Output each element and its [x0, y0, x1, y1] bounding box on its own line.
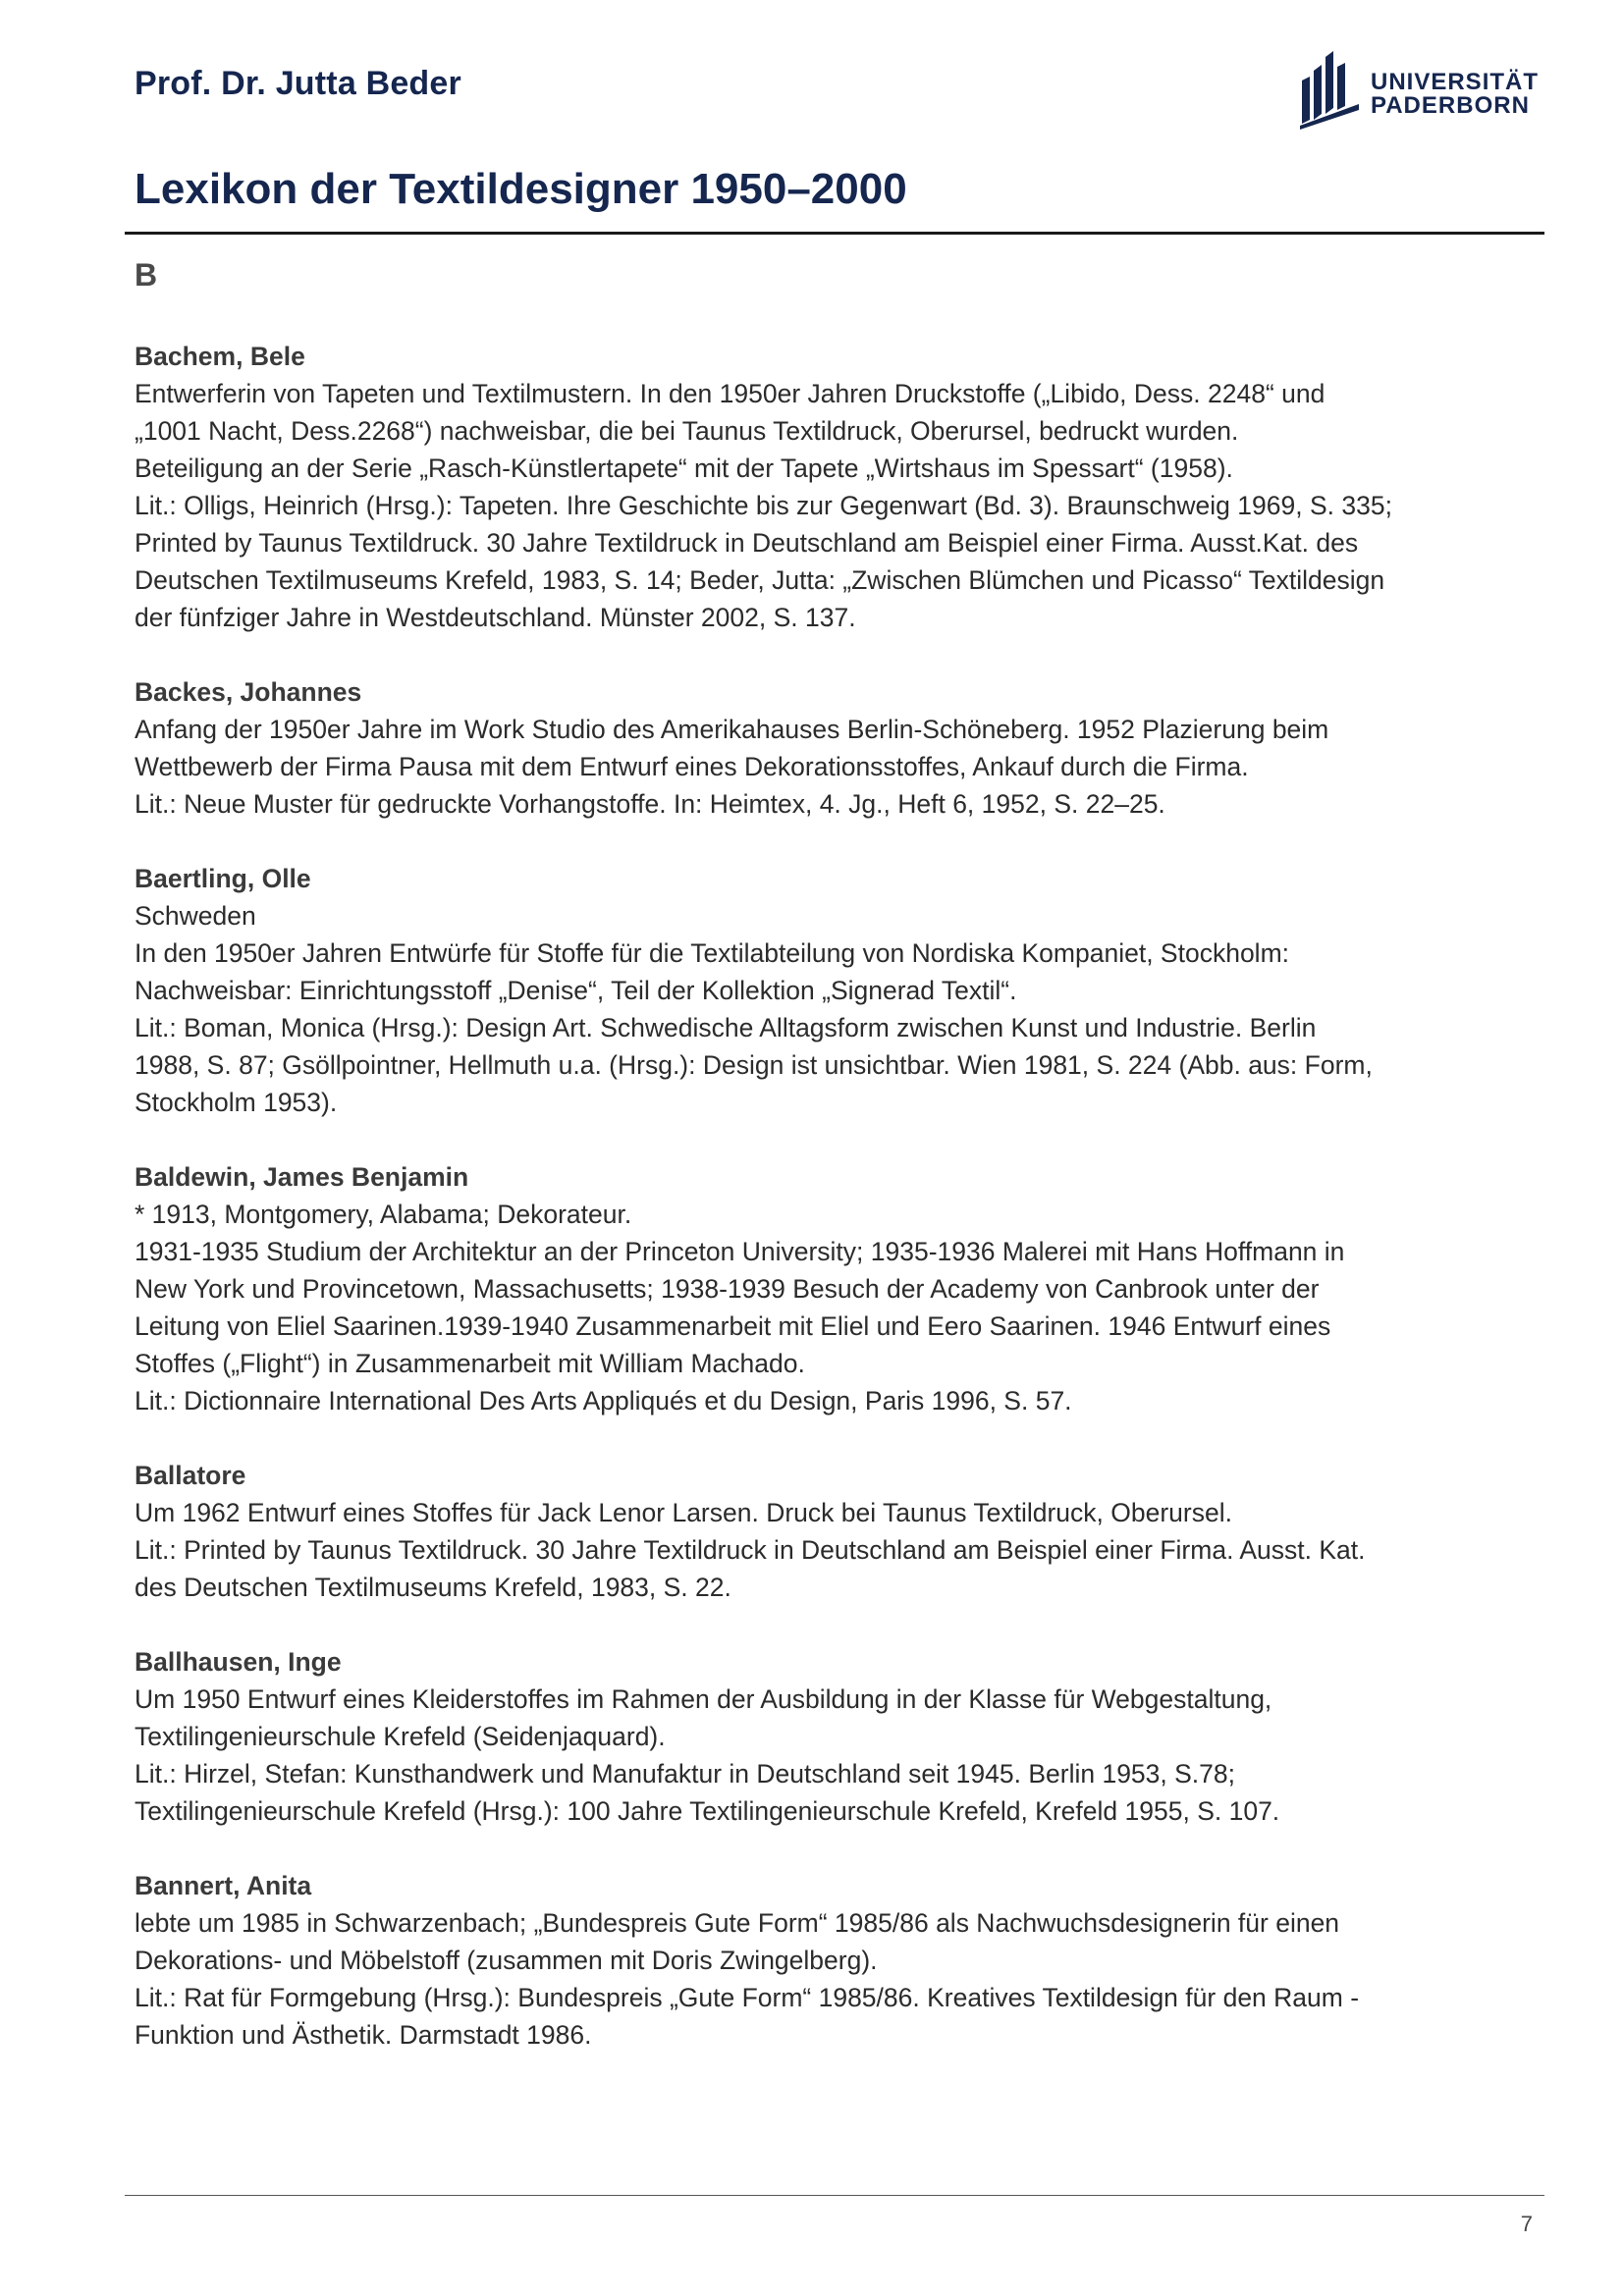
entry-bachem: [135, 338, 1509, 636]
entry-text-line: Stoffes („Flight“) in Zusammenarbeit mit William Machado.: [135, 1349, 805, 1378]
entry-text-line: Lit.: Hirzel, Stefan: Kunsthandwerk und Manufaktur in Deutschland seit 1945. Berlin 1953, S.78;: [135, 1759, 1236, 1789]
entry-text-line: Lit.: Rat für Formgebung (Hrsg.): Bundespreis „Gute Form“ 1985/86. Kreatives Textildesign für den Raum -: [135, 1983, 1360, 2012]
university-paderborn-logo-icon: [1298, 51, 1361, 130]
entry-text-line: lebte um 1985 in Schwarzenbach; „Bundespreis Gute Form“ 1985/86 als Nachwuchsdesignerin für einen: [135, 1908, 1340, 1938]
entry-text-line: Lit.: Boman, Monica (Hrsg.): Design Art. Schwedische Alltagsform zwischen Kunst und Industrie. Berlin: [135, 1013, 1317, 1042]
entry-text-line: 1988, S. 87; Gsöllpointner, Hellmuth u.a. (Hrsg.): Design ist unsichtbar. Wien 1981, S. 224 (Abb. aus: Form,: [135, 1050, 1373, 1080]
entry-text-line: Printed by Taunus Textildruck. 30 Jahre Textildruck in Deutschland am Beispiel einer Firma. Ausst.Kat. des: [135, 528, 1359, 558]
entry-text-line: Beteiligung an der Serie „Rasch-Künstlertapete“ mit der Tapete „Wirtshaus im Spessart“ (1958).: [135, 454, 1233, 483]
entry-text-line: Deutschen Textilmuseums Krefeld, 1983, S. 14; Beder, Jutta: „Zwischen Blümchen und Picasso“ Textildesign: [135, 565, 1385, 595]
entry-text-line: Lit.: Dictionnaire International Des Arts Appliqués et du Design, Paris 1996, S. 57.: [135, 1386, 1072, 1415]
entry-name: Backes, Johannes: [135, 677, 362, 707]
entry-text-line: Lit.: Neue Muster für gedruckte Vorhangstoffe. In: Heimtex, 4. Jg., Heft 6, 1952, S. 22–25.: [135, 789, 1165, 819]
entry-baertling: [135, 860, 1509, 1121]
entry-text-line: 1931-1935 Studium der Architektur an der Princeton University; 1935-1936 Malerei mit Hans Hoffmann in: [135, 1237, 1345, 1266]
entry-ballatore: [135, 1457, 1509, 1606]
entry-text-line: New York und Provincetown, Massachusetts; 1938-1939 Besuch der Academy von Canbrook unter der: [135, 1274, 1320, 1304]
entry-name: Bannert, Anita: [135, 1871, 312, 1900]
entry-text-line: des Deutschen Textilmuseums Krefeld, 1983, S. 22.: [135, 1573, 731, 1602]
entry-text-line: Nachweisbar: Einrichtungsstoff „Denise“, Teil der Kollektion „Signerad Textil“.: [135, 976, 1017, 1005]
entry-text-line: Um 1962 Entwurf eines Stoffes für Jack Lenor Larsen. Druck bei Taunus Textildruck, Oberursel.: [135, 1498, 1232, 1527]
entry-text-line: Entwerferin von Tapeten und Textilmustern. In den 1950er Jahren Druckstoffe („Libido, Dess. 2248“ und: [135, 379, 1325, 408]
entry-text-line: Leitung von Eliel Saarinen.1939-1940 Zusammenarbeit mit Eliel und Eero Saarinen. 1946 Entwurf eines: [135, 1311, 1331, 1341]
document-title: Lexikon der Textildesigner 1950–2000: [135, 165, 907, 213]
entry-ballhausen: [135, 1643, 1509, 1830]
logo-line-2: PADERBORN: [1371, 92, 1530, 119]
entry-backes: [135, 673, 1509, 823]
logo-text: [1371, 71, 1539, 118]
section-letter: B: [135, 257, 158, 293]
entry-name: Ballhausen, Inge: [135, 1647, 342, 1677]
entry-text-line: Um 1950 Entwurf eines Kleiderstoffes im Rahmen der Ausbildung in der Klasse für Webgestaltung,: [135, 1684, 1272, 1714]
entry-text-line: Funktion und Ästhetik. Darmstadt 1986.: [135, 2020, 592, 2050]
entry-text-line: Lit.: Printed by Taunus Textildruck. 30 Jahre Textildruck in Deutschland am Beispiel einer Firma. Ausst. Kat.: [135, 1535, 1366, 1565]
entry-text-line: Schweden: [135, 901, 256, 931]
entry-name: Baldewin, James Benjamin: [135, 1162, 469, 1192]
entry-text-line: Textilingenieurschule Krefeld (Seidenjaquard).: [135, 1722, 666, 1751]
entry-name: Baertling, Olle: [135, 864, 311, 893]
entry-name: Bachem, Bele: [135, 342, 305, 371]
entry-text-line: Anfang der 1950er Jahre im Work Studio des Amerikahauses Berlin-Schöneberg. 1952 Plazierung beim: [135, 715, 1329, 744]
entry-text-line: der fünfziger Jahre in Westdeutschland. Münster 2002, S. 137.: [135, 603, 856, 632]
logo-line-1: UNIVERSITÄT: [1371, 69, 1540, 95]
author-name: Prof. Dr. Jutta Beder: [135, 65, 461, 102]
page-number: 7: [1520, 2212, 1533, 2236]
entry-name: Ballatore: [135, 1461, 246, 1490]
entry-text-line: * 1913, Montgomery, Alabama; Dekorateur.: [135, 1200, 632, 1229]
entry-baldewin: [135, 1158, 1509, 1419]
entry-text-line: In den 1950er Jahren Entwürfe für Stoffe für die Textilabteilung von Nordiska Kompaniet, Stockholm:: [135, 938, 1290, 968]
entry-text-line: „1001 Nacht, Dess.2268“) nachweisbar, die bei Taunus Textildruck, Oberursel, bedruckt wurden.: [135, 416, 1239, 446]
footer-divider: [125, 2195, 1544, 2196]
entry-text-line: Wettbewerb der Firma Pausa mit dem Entwurf eines Dekorationsstoffes, Ankauf durch die Firma.: [135, 752, 1249, 781]
entry-list: [135, 338, 1509, 2091]
entry-text-line: Dekorations- und Möbelstoff (zusammen mit Doris Zwingelberg).: [135, 1946, 878, 1975]
entry-bannert: [135, 1867, 1509, 2054]
entry-text-line: Textilingenieurschule Krefeld (Hrsg.): 100 Jahre Textilingenieurschule Krefeld, Krefeld 1955, S. 107.: [135, 1796, 1280, 1826]
title-divider: [125, 232, 1544, 235]
entry-text-line: Lit.: Olligs, Heinrich (Hrsg.): Tapeten. Ihre Geschichte bis zur Gegenwart (Bd. 3). Braunschweig 1969, S. 335;: [135, 491, 1392, 520]
university-logo: [1298, 51, 1540, 130]
entry-text-line: Stockholm 1953).: [135, 1088, 338, 1117]
